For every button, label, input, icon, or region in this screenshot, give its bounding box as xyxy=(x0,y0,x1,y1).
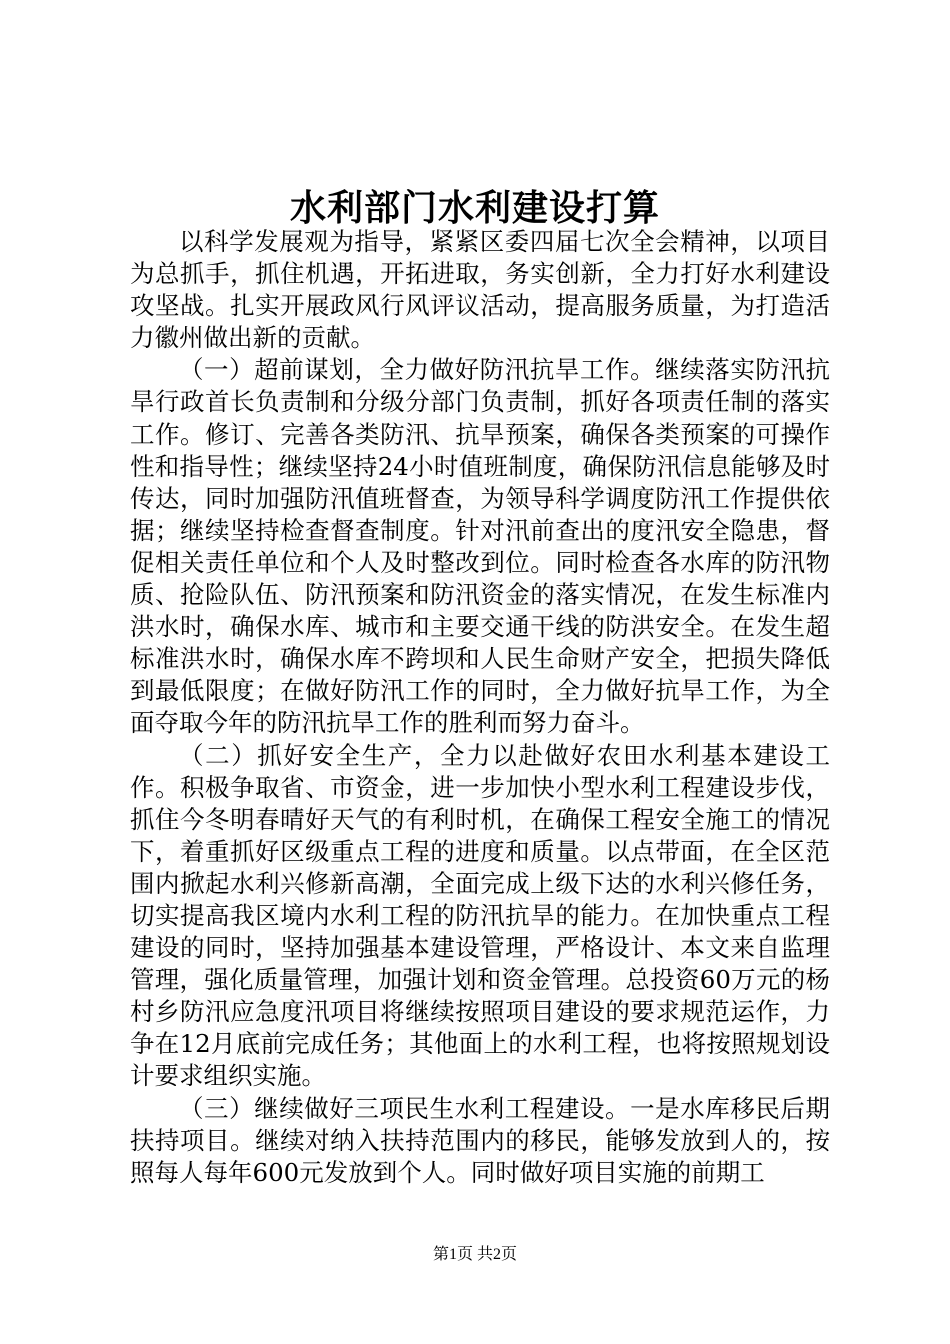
document-body xyxy=(130,226,830,1189)
paragraph-livelihood-projects: （三）继续做好三项民生水利工程建设。一是水库移民后期扶持项目。继续对纳入扶持范围内的移民，能够发放到人的，按照每人每年600元发放到个人。同时做好项目实施的前期工 xyxy=(130,1093,830,1187)
paragraph-intro: 以科学发展观为指导，紧紧区委四届七次全会精神，以项目为总抓手，抓住机遇，开拓进取，务实创新，全力打好水利建设攻坚战。扎实开展政风行风评议活动，提高服务质量，为打造活力徽州做出新的贡献。 xyxy=(130,227,830,353)
document-title: 水利部门水利建设打算 xyxy=(289,187,660,229)
paragraph-flood-control: （一）超前谋划，全力做好防汛抗旱工作。继续落实防汛抗旱行政首长负责制和分级分部门负责制，抓好各项责任制的落实工作。修订、完善各类防汛、抗旱预案，确保各类预案的可操作性和指导性；继续坚持24小时值班制度，确保防汛信息能够及时传达，同时加强防汛值班督查，为领导科学调度防汛工作提供依据；继续坚持检查督查制度。针对汛前查出的度汛安全隐患，督促相关责任单位和个人及时整改到位。同时检查各水库的防汛物质、抢险队伍、防汛预案和防汛资金的落实情况，在发生标准内洪水时，确保水库、城市和主要交通干线的防洪安全。在发生超标准洪水时，确保水库不跨坝和人民生命财产安全，把损失降低到最低限度；在做好防汛工作的同时，全力做好抗旱工作，为全面夺取今年的防汛抗旱工作的胜利而努力奋斗。 xyxy=(130,355,830,738)
page-number: 第1页 共2页 xyxy=(432,1246,517,1263)
paragraph-farmland-water: （二）抓好安全生产，全力以赴做好农田水利基本建设工作。积极争取省、市资金，进一步加快小型水利工程建设步伐，抓住今冬明春晴好天气的有利时机，在确保工程安全施工的情况下，着重抓好区级重点工程的进度和质量。以点带面，在全区范围内掀起水利兴修新高潮，全面完成上级下达的水利兴修任务，切实提高我区境内水利工程的防汛抗旱的能力。在加快重点工程建设的同时，坚持加强基本建设管理，严格设计、本文来自监理管理，强化质量管理，加强计划和资金管理。总投资60万元的杨村乡防汛应急度汛项目将继续按照项目建设的要求规范运作，力争在12月底前完成任务；其他面上的水利工程，也将按照规划设计要求组织实施。 xyxy=(130,740,830,1091)
